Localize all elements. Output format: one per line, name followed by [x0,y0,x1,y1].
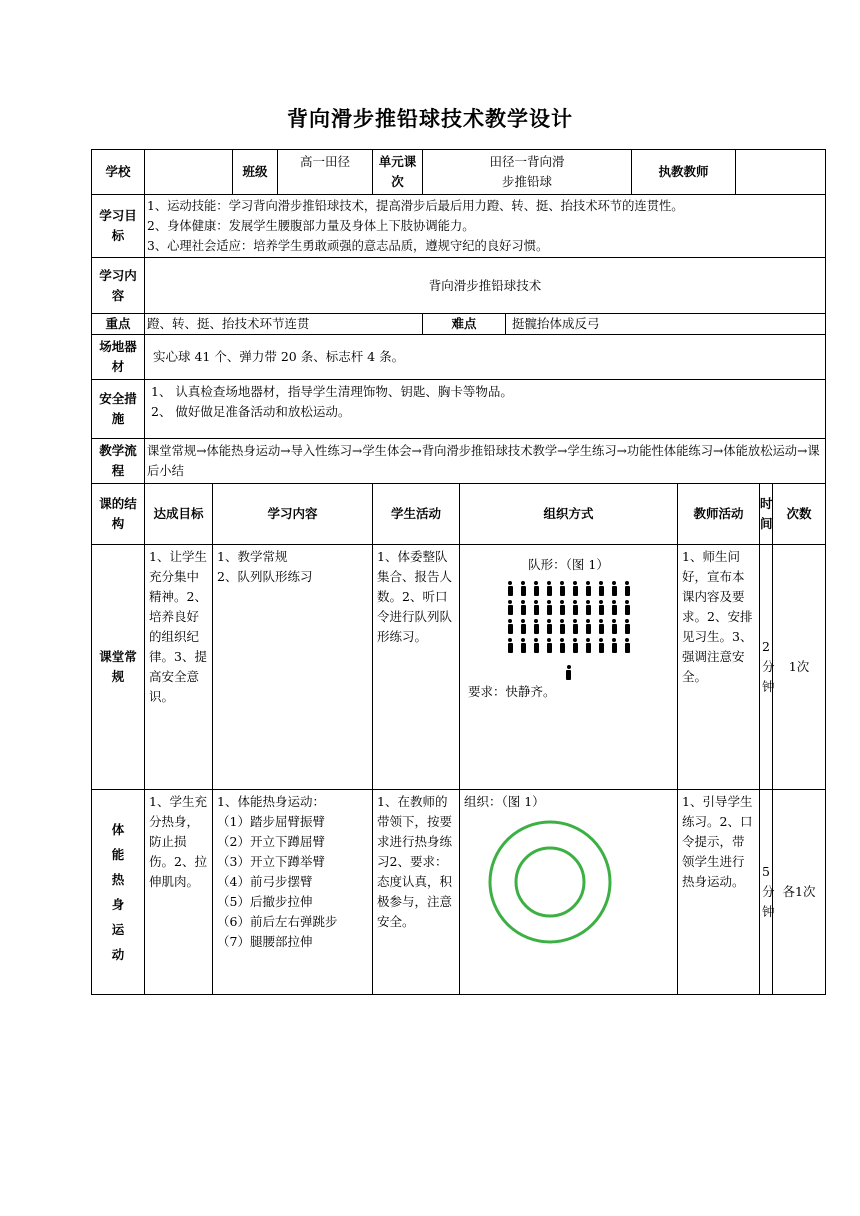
lesson-plan-table [91,149,826,995]
teacher-label: 执教教师 [632,150,736,195]
class-label: 班级 [233,150,278,195]
key-point-value: 蹬、转、挺、抬技术环节连贯 [145,314,423,335]
row-structure: 课堂常规 [92,545,145,790]
class-value: 高一田径 [278,150,373,195]
equipment-value: 实心球 41 个、弹力带 20 条、标志杆 4 条。 [145,335,826,380]
flow-value: 课堂常规→体能热身运动→导入性练习→学生体会→背向滑步推铅球技术教学→学生练习→功能性体能练习→体能放松运动→课后小结 [145,439,826,484]
content-label: 学习内容 [92,258,145,314]
row-teacher: 1、师生问好，宣布本课内容及要求。2、安排见习生。3、强调注意安全。 [678,545,760,790]
teacher-value [736,150,826,195]
formation-note: 要求：快静齐。 [468,684,556,699]
key-point-label: 重点 [92,314,145,335]
school-label: 学校 [92,150,145,195]
difficulty-value: 挺髋抬体成反弓 [506,314,826,335]
school-value [145,150,233,195]
safety-list [145,380,826,439]
col-teacher: 教师活动 [678,484,760,545]
row-organization [460,790,678,995]
objective-item: 2、身体健康：发展学生腰腹部力量及身体上下肢协调能力。 [147,219,475,233]
col-organization: 组织方式 [460,484,678,545]
col-goal: 达成目标 [145,484,213,545]
table-row [92,790,826,995]
objective-item: 1、运动技能：学习背向滑步推铅球技术，提高滑步后最后用力蹬、转、挺、抬技术环节的连贯性。 [147,199,684,213]
safety-label: 安全措施 [92,380,145,439]
row-content: 1、体能热身运动： （1）踏步屈臂振臂 （2）开立下蹲屈臂 （3）开立下蹲举臂 （4）前弓步摆臂 （5）后撤步拉伸 （6）前后左右弹跳步 （7）腿腰部拉伸 [213,790,373,995]
objective-item: 3、心理社会适应：培养学生勇敢顽强的意志品质，遵规守纪的良好习惯。 [147,239,549,253]
row-times: 各1次 [773,790,826,995]
objectives-label: 学习目标 [92,195,145,258]
difficulty-label: 难点 [423,314,506,335]
row-student: 1、在教师的带领下，按要求进行热身练习2、要求：态度认真，积极参与，注意安全。 [373,790,460,995]
row-time: 2分钟 [760,545,773,790]
col-content: 学习内容 [213,484,373,545]
row-goal: 1、让学生充分集中精神。2、培养良好的组织纪律。3、提高安全意识。 [145,545,213,790]
organization-title: 组织：（图 1） [464,794,545,809]
circle-formation-diagram [472,812,634,947]
row-times: 1次 [773,545,826,790]
row-structure: 体能热身运动 [92,790,145,995]
safety-item: 1、 认真检查场地器材，指导学生清理饰物、钥匙、胸卡等物品。 [151,384,513,399]
flow-label: 教学流程 [92,439,145,484]
row-goal: 1、学生充分热身，防止损伤。2、拉伸肌肉。 [145,790,213,995]
table-row [92,545,826,790]
outer-circle [490,822,610,942]
col-times: 次数 [773,484,826,545]
row-student: 1、体委整队集合、报告人数。2、听口令进行队列队形练习。 [373,545,460,790]
col-time: 时间 [760,484,773,545]
formation-title: 队形：（图 1） [528,557,609,572]
row-teacher: 1、引导学生练习。2、口令提示，带领学生进行热身运动。 [678,790,760,995]
row-organization [460,545,678,790]
content-value: 背向滑步推铅球技术 [145,258,826,314]
objectives-list [145,195,826,258]
col-student: 学生活动 [373,484,460,545]
teacher-figure-icon [565,665,572,680]
row-content: 1、教学常规 2、队列队形练习 [213,545,373,790]
equipment-label: 场地器材 [92,335,145,380]
unit-value: 田径一背向滑 步推铅球 [423,150,632,195]
row-time: 5分钟 [760,790,773,995]
safety-item: 2、 做好做足准备活动和放松运动。 [151,404,351,419]
inner-circle [516,848,584,916]
unit-label: 单元课次 [373,150,423,195]
page-title: 背向滑步推铅球技术教学设计 [287,107,573,131]
formation-diagram [464,579,673,682]
col-structure: 课的结构 [92,484,145,545]
